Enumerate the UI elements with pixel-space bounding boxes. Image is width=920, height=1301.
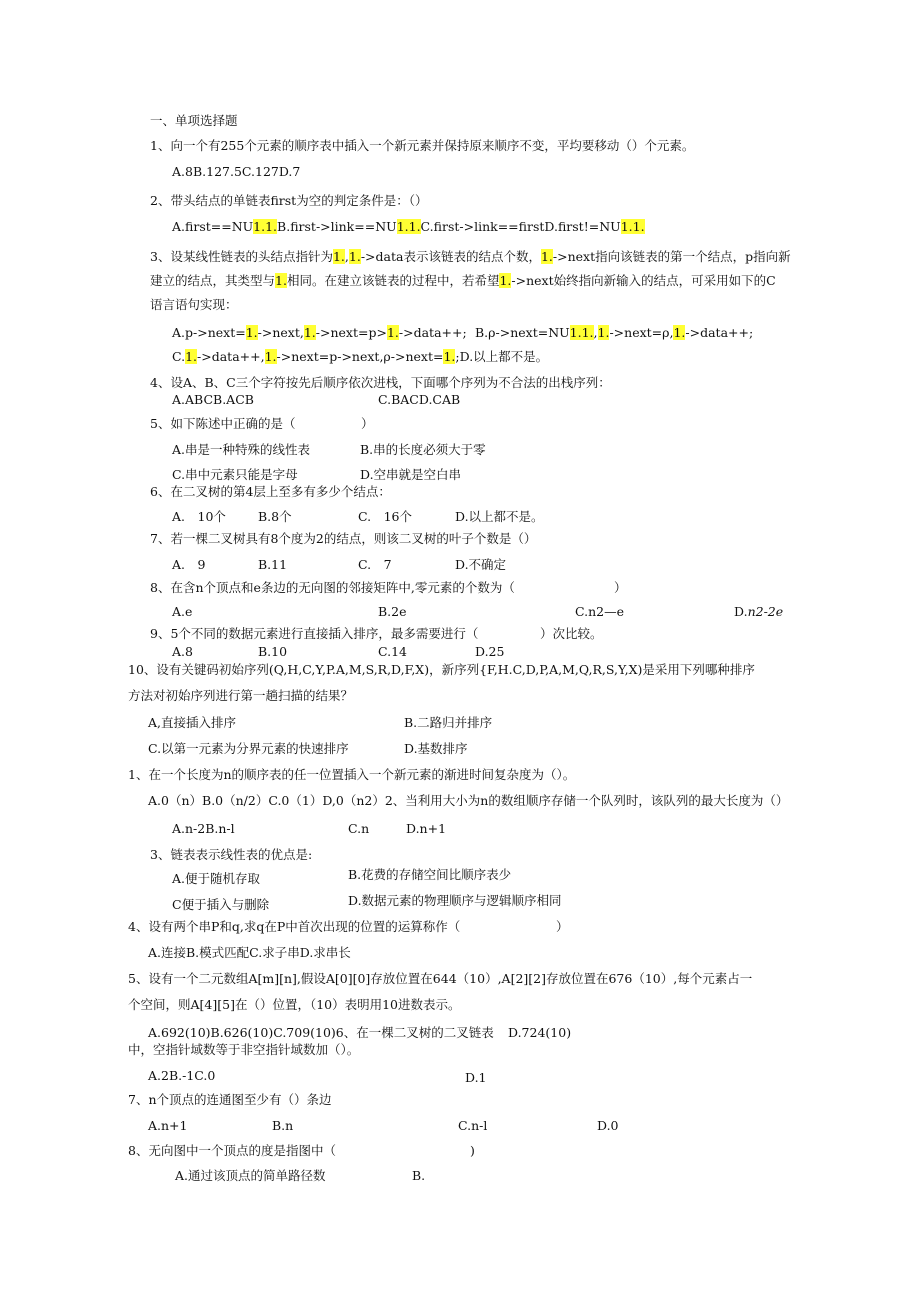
text-line [172, 508, 226, 526]
text-line [360, 441, 486, 459]
text-span: A.first==NU [172, 219, 254, 234]
text-span: ） [556, 919, 569, 934]
highlighted-text: 1. [332, 249, 345, 264]
highlighted-text: 1. [443, 349, 456, 364]
highlighted-text: 1. [386, 325, 399, 340]
highlighted-text: 1.1. [253, 219, 278, 234]
text-span: , [593, 325, 598, 340]
text-line [404, 740, 468, 758]
text-span: ） [361, 416, 374, 431]
text-line [150, 296, 238, 314]
text-line [508, 1024, 571, 1042]
text-line [258, 508, 292, 526]
text-line [348, 892, 562, 910]
text-line [172, 163, 300, 181]
text-line [172, 603, 192, 621]
text-line [150, 137, 694, 155]
text-line [148, 944, 351, 962]
text-span: 9、5个不同的数据元素进行直接插入排序，最多需要进行（ [150, 626, 479, 641]
text-line [272, 1117, 293, 1135]
highlighted-text: 1. [597, 325, 610, 340]
text-span: ->data++, [197, 349, 265, 364]
text-span: 5、设有一个二元数组A[m][n],假设A[0][0]存放位置在644（10）,A[2][2]存放位置在676（10）,每个元素占一 [128, 971, 753, 986]
text-span: 1、在一个长度为n的顺序表的任一位置插入一个新元素的渐进时间复杂度为（）。 [128, 767, 576, 782]
text-span: 6、在二叉树的第4层上至多有多少个结点： [150, 484, 391, 499]
text-line [614, 579, 627, 597]
highlighted-text: 1. [673, 325, 686, 340]
text-span: ->next=p->next,ρ->next= [276, 349, 444, 364]
text-span: D.1 [465, 1070, 487, 1085]
highlighted-text: 1. [185, 349, 198, 364]
text-line [128, 661, 755, 679]
text-span: A.692(10)B.626(10)C.709(10)6、在一棵二叉树的二叉链表 [148, 1025, 494, 1040]
highlighted-text: 1.1. [569, 325, 594, 340]
text-line [458, 1117, 487, 1135]
text-span: 1、向一个有255个元素的顺序表中插入一个新元素并保持原来顺序不变，平均要移动（）个元素。 [150, 138, 695, 153]
text-span: 4、设有两个串P和q,求q在P中首次出现的位置的运算称作（ [128, 919, 461, 934]
text-span: A.串是一种特殊的线性表 [172, 442, 311, 457]
text-line [348, 866, 511, 884]
text-span: C. [172, 349, 186, 364]
text-line [358, 556, 392, 574]
text-span: A,直接插入排序 [148, 715, 237, 730]
text-span: B.11 [258, 557, 288, 572]
text-line [150, 248, 791, 266]
text-span: C.first->link==firstD.first!=NU [420, 219, 621, 234]
text-span: 中，空指针域数等于非空指针域数加（）。 [128, 1042, 360, 1057]
text-span: B.10 [258, 644, 288, 659]
text-span: D.0 [597, 1118, 619, 1133]
text-line [475, 324, 753, 342]
text-line [172, 820, 235, 838]
text-line [575, 603, 624, 621]
text-span: 10、设有关键码初始序列(Q,H,C,Y,P.A,M,S,R,D,F,X)，新序列{F,H.C,D,P,A,M,Q,R,S,Y,X)是采用下列哪种排序 [128, 662, 755, 677]
text-span: A.8B.127.5C.127D.7 [172, 164, 301, 179]
text-line [150, 483, 391, 501]
text-span: 5、如下陈述中正确的是（ [150, 416, 296, 431]
text-span: C.串中元素只能是字母 [172, 467, 298, 482]
text-line [128, 766, 575, 784]
text-line [148, 792, 788, 810]
text-span: C.n-l [458, 1118, 488, 1133]
text-span: C.n [348, 821, 370, 836]
text-span: B.2e [378, 604, 407, 619]
text-span: 3、链表表示线性表的优点是: [150, 847, 313, 862]
text-line [148, 1117, 187, 1135]
text-span: ->next始终指向新输入的结点，可采用如下的C [511, 273, 776, 288]
highlighted-text: 1. [348, 249, 361, 264]
text-span: A.n-2B.n-l [172, 821, 235, 836]
text-line [361, 415, 374, 433]
highlighted-text: 1.1. [396, 219, 421, 234]
text-span: ->data++; [398, 325, 467, 340]
text-span: D.数据元素的物理顺序与逻辑顺序相同 [348, 893, 562, 908]
text-span: A. 10个 [172, 509, 226, 524]
text-span: , [344, 249, 349, 264]
text-line [172, 441, 310, 459]
text-line [148, 1067, 215, 1085]
text-line [406, 820, 446, 838]
text-span: A.8 [172, 644, 193, 659]
text-span: ->next=ρ, [609, 325, 674, 340]
text-span: 7、若一棵二叉树具有8个度为2的结点，则该二叉树的叶子个数是（） [150, 531, 537, 546]
text-span: 语言语句实现： [150, 297, 238, 312]
text-span: B.first->link==NU [277, 219, 397, 234]
text-span: ;D.以上都不是。 [455, 349, 549, 364]
text-line [378, 643, 407, 661]
text-line [404, 714, 492, 732]
text-line [150, 272, 776, 290]
text-span: 2、带头结点的单链表first为空的判定条件是：（） [150, 193, 428, 208]
text-line [172, 391, 254, 409]
text-line [148, 714, 236, 732]
text-line [597, 1117, 619, 1135]
text-line [172, 643, 193, 661]
text-span: ->next指向该链表的第一个结点，p指向新 [552, 249, 791, 264]
text-span: A.便于随机存取 [172, 871, 261, 886]
text-span: D.25 [475, 644, 505, 659]
text-span: n2-2e [747, 604, 784, 619]
text-line [150, 192, 427, 210]
text-span: A.2B.-1C.0 [148, 1068, 216, 1083]
text-span: D.724(10) [508, 1025, 572, 1040]
text-line [128, 918, 460, 936]
text-span: A.0（n）B.0（n∕2）C.0（1）D,0（n2）2、当利用大小为n的数组顺序存储一个队列时，该队列的最大长度为（） [148, 793, 789, 808]
text-span: D.以上都不是。 [455, 509, 544, 524]
text-span: A. 9 [172, 557, 206, 572]
highlighted-text: 1. [499, 273, 512, 288]
text-line [150, 415, 295, 433]
text-span: C. 16个 [358, 509, 412, 524]
text-line [150, 579, 515, 597]
text-span: B.二路归并排序 [404, 715, 493, 730]
text-span: D. [734, 604, 748, 619]
text-line [412, 1167, 425, 1185]
text-span: 3、设某线性链表的头结点指针为 [150, 249, 333, 264]
text-span: 相同。在建立该链表的过程中，若希望 [286, 273, 500, 288]
text-line [358, 508, 412, 526]
text-span: ) [470, 1143, 475, 1158]
text-span: ）次比较。 [540, 626, 603, 641]
text-line [150, 112, 238, 130]
highlighted-text: 1. [245, 325, 258, 340]
text-line [150, 625, 478, 643]
text-line [148, 740, 349, 758]
text-span: C便于插入与删除 [172, 897, 270, 912]
text-line [128, 1041, 359, 1059]
text-span: A.p->next= [172, 325, 246, 340]
text-line [475, 643, 504, 661]
text-line [470, 1142, 475, 1160]
text-line [128, 1091, 332, 1109]
text-span: B.ρ->next=NU [475, 325, 570, 340]
text-line [378, 603, 407, 621]
text-line [258, 556, 287, 574]
text-span: 个空间，则A[4][5]在（）位置，（10）表明用10进数表示。 [128, 997, 461, 1012]
text-line [150, 374, 611, 392]
highlighted-text: 1. [264, 349, 277, 364]
text-span: D.空串就是空白串 [360, 467, 462, 482]
text-span: ） [614, 580, 627, 595]
text-span: A.ABCB.ACB [172, 392, 254, 407]
text-span: ->data表示该链表的结点个数， [360, 249, 541, 264]
text-span: A.n+1 [148, 1118, 188, 1133]
text-line [175, 1167, 326, 1185]
text-span: C. 7 [358, 557, 392, 572]
text-line [360, 466, 461, 484]
text-span: 4、设A、B、C三个字符按先后顺序依次进栈，下面哪个序列为不合法的出栈序列： [150, 375, 611, 390]
text-span: ->data++; [685, 325, 754, 340]
text-span: B.花费的存储空间比顺序表少 [348, 867, 512, 882]
text-line [172, 348, 548, 366]
text-line [172, 896, 269, 914]
text-line [455, 556, 506, 574]
text-span: B.串的长度必须大于零 [360, 442, 486, 457]
text-line [150, 846, 312, 864]
text-span: D.基数排序 [404, 741, 468, 756]
text-line [128, 996, 461, 1014]
text-span: A.通过该顶点的简单路径数 [175, 1168, 326, 1183]
text-span: B. [412, 1168, 426, 1183]
text-line [150, 530, 536, 548]
text-line [734, 603, 783, 621]
text-span: 7、n个顶点的连通图至少有（）条边 [128, 1092, 332, 1107]
text-line [128, 1142, 336, 1160]
text-line [258, 643, 287, 661]
text-span: C.BACD.CAB [378, 392, 461, 407]
text-span: ->next=p> [315, 325, 387, 340]
text-line [172, 324, 467, 342]
text-span: 8、在含n个顶点和e条边的无向图的邻接矩阵中,零元素的个数为（ [150, 580, 515, 595]
text-span: B.8个 [258, 509, 292, 524]
text-line [148, 1024, 494, 1042]
text-span: B.n [272, 1118, 294, 1133]
highlighted-text: 1. [303, 325, 316, 340]
text-line [172, 556, 205, 574]
text-span: 一、单项选择题 [150, 113, 238, 128]
text-span: 建立的结点，其类型与 [150, 273, 276, 288]
text-span: ->next, [257, 325, 304, 340]
text-line [348, 820, 369, 838]
text-line [172, 466, 298, 484]
text-span: A.连接B.模式匹配C.求子串D.求串长 [148, 945, 351, 960]
text-span: D.n+1 [406, 821, 447, 836]
text-span: 8、无向图中一个顶点的度是指图中（ [128, 1143, 336, 1158]
text-line [465, 1069, 487, 1087]
highlighted-text: 1. [275, 273, 287, 288]
text-line [172, 218, 645, 236]
highlighted-text: 1. [540, 249, 553, 264]
text-span: 方法对初始序列进行第一趟扫描的结果？ [128, 688, 354, 703]
text-line [540, 625, 603, 643]
text-span: C.n2—e [575, 604, 624, 619]
text-span: D.不确定 [455, 557, 507, 572]
text-span: A.e [172, 604, 193, 619]
text-line [455, 508, 544, 526]
text-line [556, 918, 569, 936]
text-line [128, 687, 353, 705]
text-line [172, 870, 260, 888]
text-line [128, 970, 752, 988]
text-span: C.14 [378, 644, 407, 659]
text-span: C.以第一元素为分界元素的快速排序 [148, 741, 349, 756]
highlighted-text: 1.1. [620, 219, 645, 234]
text-line [378, 391, 460, 409]
